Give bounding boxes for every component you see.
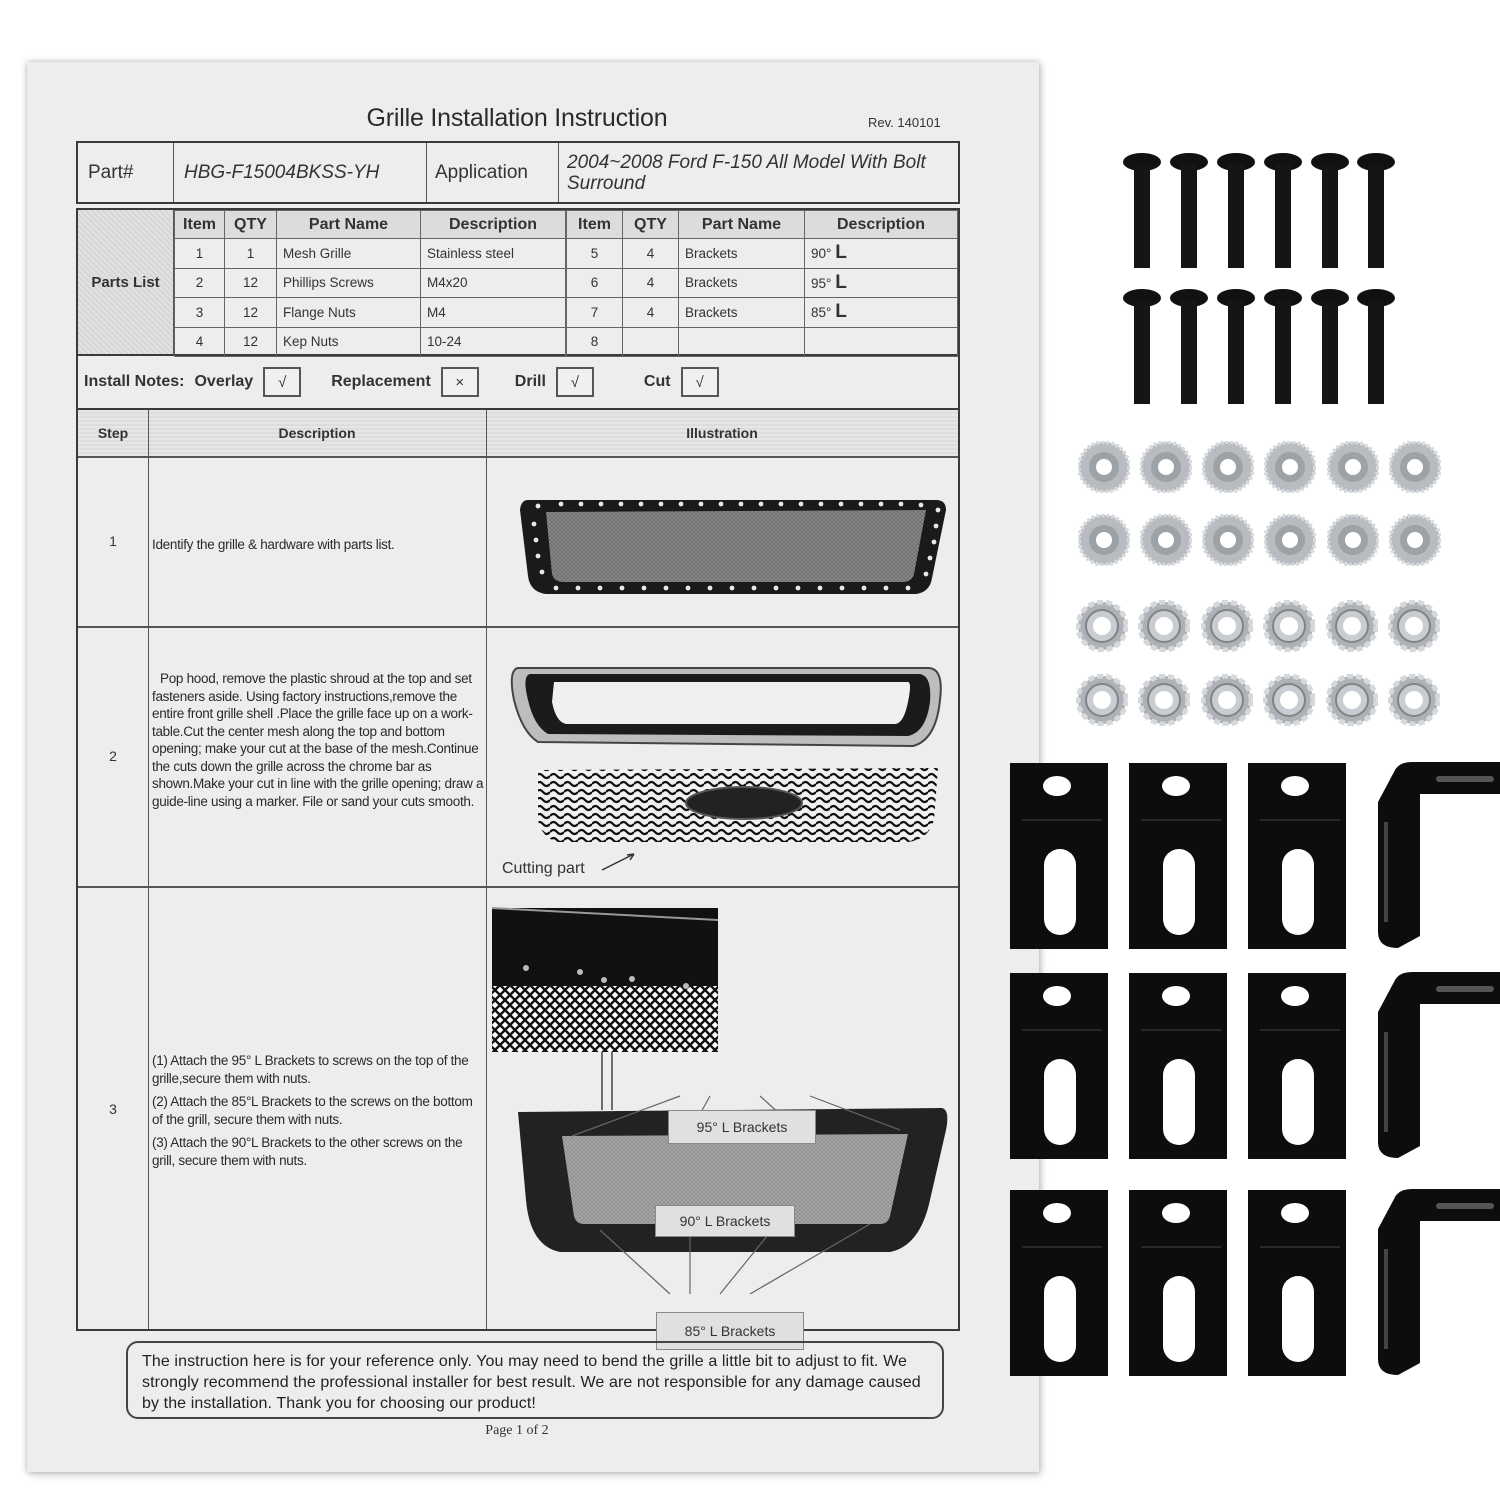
- arrow-icon: [600, 850, 640, 872]
- flange-nut-icon: [1202, 441, 1254, 493]
- header-item: Item: [567, 211, 623, 239]
- qty-cell: 12: [225, 298, 277, 328]
- table-row: [175, 239, 566, 269]
- install-notes-row: [76, 356, 960, 410]
- application-label-cell: [427, 143, 559, 202]
- table-row: [175, 298, 566, 328]
- parts-table-right: [566, 210, 958, 357]
- flange-nut-icon: [1078, 441, 1130, 493]
- header-item: Item: [175, 211, 225, 239]
- grille-shell-illustration: [508, 660, 948, 860]
- flange-nut-icon: [1264, 514, 1316, 566]
- screw-icon: [1356, 152, 1396, 270]
- revision-number: Rev. 140101: [868, 115, 941, 130]
- screw-icon: [1263, 152, 1303, 270]
- kep-nut-icon: [1138, 600, 1190, 652]
- header-qty: QTY: [225, 211, 277, 239]
- screw-icon: [1169, 288, 1209, 406]
- kep-nut-icon: [1388, 600, 1440, 652]
- qty-cell: 4: [623, 298, 679, 328]
- flange-nut-icon: [1140, 441, 1192, 493]
- screw-icon: [1216, 288, 1256, 406]
- cutting-part-label: Cutting part: [502, 860, 585, 877]
- item-cell: 7: [567, 298, 623, 328]
- checkbox-drill: √: [556, 367, 594, 397]
- description-cell: Stainless steel: [421, 239, 566, 269]
- note-overlay: [194, 367, 301, 397]
- screw-icon: [1356, 288, 1396, 406]
- item-cell: 8: [567, 327, 623, 357]
- angle-suffix: L: [835, 271, 847, 293]
- kep-nut-icon: [1076, 600, 1128, 652]
- flange-nut-icon: [1264, 441, 1316, 493]
- note-cut: [644, 367, 719, 397]
- step-number: 1: [109, 533, 117, 549]
- angle-value: 90°: [811, 246, 832, 262]
- flange-nut-icon: [1140, 514, 1192, 566]
- checkbox-replacement: ×: [441, 367, 479, 397]
- angled-bracket-icon: [1378, 972, 1500, 1160]
- angle-value: 95°: [811, 275, 832, 291]
- part-number-cell: [174, 143, 427, 202]
- header-description: Description: [805, 211, 958, 239]
- qty-cell: 4: [623, 239, 679, 269]
- flange-nut-icon: [1078, 514, 1130, 566]
- qty-cell: 1: [225, 239, 277, 269]
- angled-bracket-icon: [1378, 1189, 1500, 1377]
- description-cell: M4x20: [421, 268, 566, 298]
- note-label: Replacement: [331, 373, 431, 390]
- step-description: [152, 670, 484, 816]
- part-name-cell: [679, 327, 805, 357]
- note-replacement: [331, 367, 479, 397]
- description-cell: [805, 239, 958, 269]
- qty-cell: 4: [623, 268, 679, 298]
- parts-list-table: [76, 208, 960, 356]
- flat-bracket-icon: [1129, 973, 1227, 1159]
- kep-nut-icon: [1326, 600, 1378, 652]
- table-row: [567, 239, 958, 269]
- flat-bracket-icon: [1129, 1190, 1227, 1376]
- kep-nut-icon: [1326, 674, 1378, 726]
- flange-nut-icon: [1327, 441, 1379, 493]
- item-cell: 5: [567, 239, 623, 269]
- flange-nut-icon: [1327, 514, 1379, 566]
- kep-nut-icon: [1201, 674, 1253, 726]
- flat-bracket-icon: [1010, 1190, 1108, 1376]
- mesh-grille-illustration: [516, 494, 956, 604]
- kep-nut-icon: [1388, 674, 1440, 726]
- header-illustration: Illustration: [486, 410, 958, 456]
- angle-suffix: L: [835, 301, 847, 323]
- part-label-cell: [78, 143, 174, 202]
- step-description: [152, 1052, 484, 1175]
- note-label: Drill: [514, 373, 546, 390]
- parts-list-label: Parts List: [78, 210, 174, 354]
- angle-value: 85°: [811, 305, 832, 321]
- screw-icon: [1263, 288, 1303, 406]
- kep-nut-icon: [1076, 674, 1128, 726]
- table-row: [567, 298, 958, 328]
- checkbox-cut: √: [681, 367, 719, 397]
- step-text: (3) Attach the 90°L Brackets to the other screws on the grill, secure them with nuts.: [152, 1135, 463, 1168]
- divider: [78, 626, 958, 628]
- description-cell: [805, 298, 958, 328]
- callout-85-brackets: 85° L Brackets: [656, 1312, 804, 1350]
- instruction-sheet: [27, 62, 1039, 1472]
- step-text: (2) Attach the 85°L Brackets to the screws on the bottom of the grill, secure them with nuts.: [152, 1094, 473, 1127]
- application-value-cell: [559, 143, 959, 202]
- part-name-cell: Brackets: [679, 298, 805, 328]
- screw-icon: [1216, 152, 1256, 270]
- kep-nut-icon: [1263, 674, 1315, 726]
- header-description: Description: [421, 211, 566, 239]
- flat-bracket-icon: [1129, 763, 1227, 949]
- screw-icon: [1310, 288, 1350, 406]
- item-cell: 3: [175, 298, 225, 328]
- part-name-cell: Flange Nuts: [277, 298, 421, 328]
- flat-bracket-icon: [1010, 763, 1108, 949]
- callout-95-brackets: 95° L Brackets: [668, 1110, 816, 1144]
- screw-icon: [1169, 152, 1209, 270]
- header-part-name: Part Name: [679, 211, 805, 239]
- step-number: 2: [109, 748, 117, 764]
- screw-icon: [1310, 152, 1350, 270]
- table-row: [175, 268, 566, 298]
- part-name-cell: Phillips Screws: [277, 268, 421, 298]
- part-name-cell: Kep Nuts: [277, 327, 421, 357]
- description-cell: [805, 268, 958, 298]
- header-qty: QTY: [623, 211, 679, 239]
- flange-nut-icon: [1389, 514, 1441, 566]
- kep-nut-icon: [1263, 600, 1315, 652]
- item-cell: 4: [175, 327, 225, 357]
- application-label: Application: [435, 161, 528, 183]
- divider: [78, 886, 958, 888]
- step-text: Identify the grille & hardware with parts list.: [152, 537, 395, 552]
- part-info-row: [76, 141, 960, 204]
- header-part-name: Part Name: [277, 211, 421, 239]
- table-row: [567, 268, 958, 298]
- flange-nut-icon: [1202, 514, 1254, 566]
- note-label: Cut: [643, 373, 671, 390]
- note-label: Overlay: [194, 373, 254, 390]
- document-title: Grille Installation Instruction: [366, 104, 668, 132]
- disclaimer-box: The instruction here is for your reference only. You may need to bend the grille a little bit to adjust to fit. We strongly recommend the professional installer for best result. We are not responsible for any damage caused by the installation. Thank you for choosing our product!: [126, 1341, 944, 1419]
- page-number: Page 1 of 2: [485, 1423, 549, 1438]
- callout-90-brackets: 90° L Brackets: [655, 1205, 795, 1237]
- qty-cell: [623, 327, 679, 357]
- part-name-cell: Mesh Grille: [277, 239, 421, 269]
- application-value: 2004~2008 Ford F-150 All Model With Bolt Surround: [567, 151, 926, 194]
- item-cell: 6: [567, 268, 623, 298]
- description-cell: M4: [421, 298, 566, 328]
- description-cell: 10-24: [421, 327, 566, 357]
- qty-cell: 12: [225, 268, 277, 298]
- step-description: [152, 536, 484, 560]
- screw-icon: [1122, 152, 1162, 270]
- screw-icon: [1122, 288, 1162, 406]
- description-cell: [805, 327, 958, 357]
- flat-bracket-icon: [1248, 763, 1346, 949]
- part-label: Part#: [88, 161, 134, 183]
- table-row: [567, 327, 958, 357]
- step-number: 3: [109, 1100, 117, 1117]
- parts-table-left: [174, 210, 566, 357]
- qty-cell: 12: [225, 327, 277, 357]
- flat-bracket-icon: [1010, 973, 1108, 1159]
- divider: [78, 456, 958, 458]
- kep-nut-icon: [1138, 674, 1190, 726]
- angle-suffix: L: [835, 242, 847, 264]
- flange-nut-icon: [1389, 441, 1441, 493]
- header-description: Description: [148, 410, 486, 456]
- header-step: Step: [78, 410, 148, 456]
- item-cell: 2: [175, 268, 225, 298]
- step-text: (1) Attach the 95° L Brackets to screws on the top of the grille,secure them with nuts.: [152, 1053, 469, 1086]
- part-name-cell: Brackets: [679, 239, 805, 269]
- step-text: Pop hood, remove the plastic shroud at the top and set fasteners aside. Using factory instructions,remove the entire front grille shell .Place the grille face up on a work-table.Cut the center mesh along the top and bottom opening; make your cut at the base of the mesh.Continue the cuts down the grille across the chrome bar as shown.Make your cut in line with the grille opening; draw a guide-line using a marker. File or sand your cuts smooth.: [152, 671, 484, 809]
- flat-bracket-icon: [1248, 973, 1346, 1159]
- kep-nut-icon: [1201, 600, 1253, 652]
- table-row: [175, 327, 566, 357]
- divider: [148, 410, 149, 1329]
- install-notes-label: Install Notes:: [84, 373, 185, 390]
- note-drill: [515, 367, 594, 397]
- part-name-cell: Brackets: [679, 268, 805, 298]
- angled-bracket-icon: [1378, 762, 1500, 950]
- part-number: HBG-F15004BKSS-YH: [184, 162, 380, 183]
- checkbox-overlay: √: [263, 367, 301, 397]
- item-cell: 1: [175, 239, 225, 269]
- divider: [486, 410, 487, 1329]
- steps-table: [76, 410, 960, 1339]
- flat-bracket-icon: [1248, 1190, 1346, 1376]
